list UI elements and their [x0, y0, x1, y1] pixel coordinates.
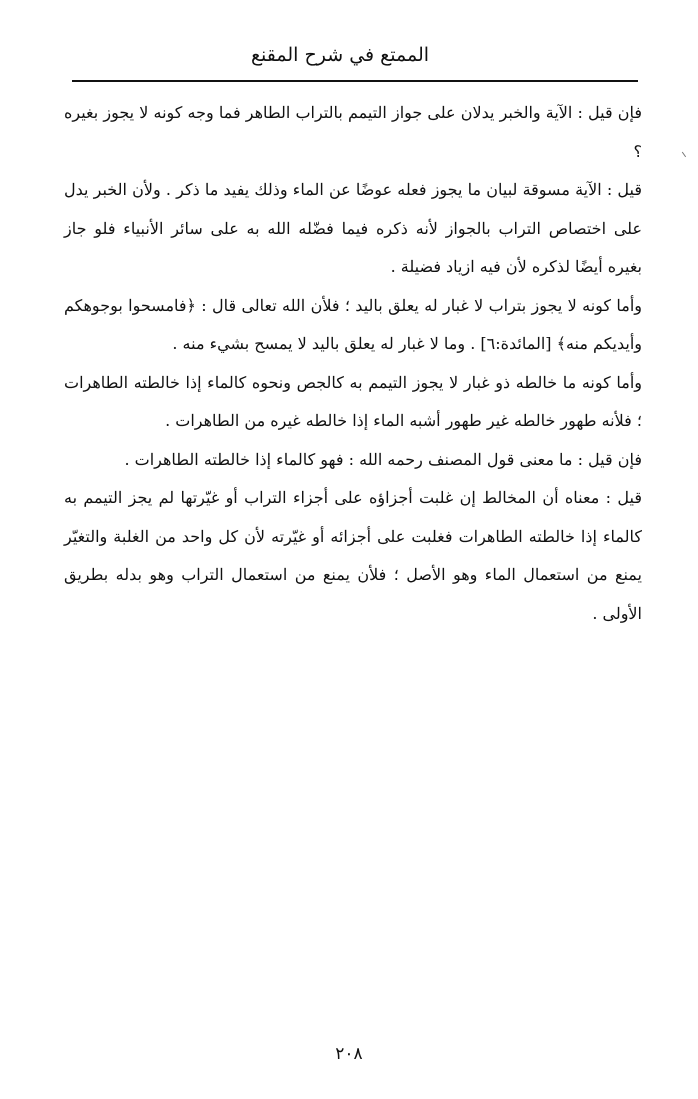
paragraph-answer-2: قيل : معناه أن المخالط إن غلبت أجزاؤه على أجزاء التراب أو غيّرتها لم يجز التيمم به كالماء إذا خالطته الطاهرات فغلبت على أجزائه أو غيّرته لأن كل واحد من الغلبة والتغيّر يمنع من استعمال الماء وهو الأصل ؛ فلأن يمنع من استعمال التراب وهو بدله بطريق الأولى .: [64, 488, 642, 623]
running-header-title: الممتع في شرح المقنع: [250, 44, 430, 66]
paragraph-answer-1: قيل : الآية مسوقة لبيان ما يجوز فعله عوضًا عن الماء وذلك يفيد ما ذكر . ولأن الخبر يدل على اختصاص التراب بالجواز لأنه ذكره فيما فضّله الله به على سائر الأنبياء فلو جاز بغيره أيضًا لذكره لأن فيه ازياد فضيلة .: [64, 180, 642, 276]
paragraph-question-1: فإن قيل : الآية والخبر يدلان على جواز التيمم بالتراب الطاهر فما وجه كونه لا يجوز بغيره ؟: [64, 103, 642, 161]
paragraph-dust: وأما كونه لا يجوز بتراب لا غبار له يعلق باليد ؛ فلأن الله تعالى قال : ﴿فامسحوا بوجوهكم وأيديكم منه﴾ [المائدة:٦] . وما لا غبار له يعلق باليد لا يمسح بشيء منه .: [64, 295, 642, 353]
page-number: ٢٠٨: [335, 1044, 363, 1064]
margin-mark: [682, 149, 690, 157]
body-text: [64, 94, 642, 633]
header-divider: [72, 80, 638, 82]
paragraph-question-2: فإن قيل : ما معنى قول المصنف رحمه الله : فهو كالماء إذا خالطته الطاهرات .: [124, 449, 642, 469]
paragraph-mixture: وأما كونه ما خالطه ذو غبار لا يجوز التيمم به كالجص ونحوه كالماء إذا خالطته الطاهرات ؛ فلأنه طهور خالطه غير طهور أشبه الماء إذا خالطه غيره من الطاهرات .: [64, 372, 643, 430]
